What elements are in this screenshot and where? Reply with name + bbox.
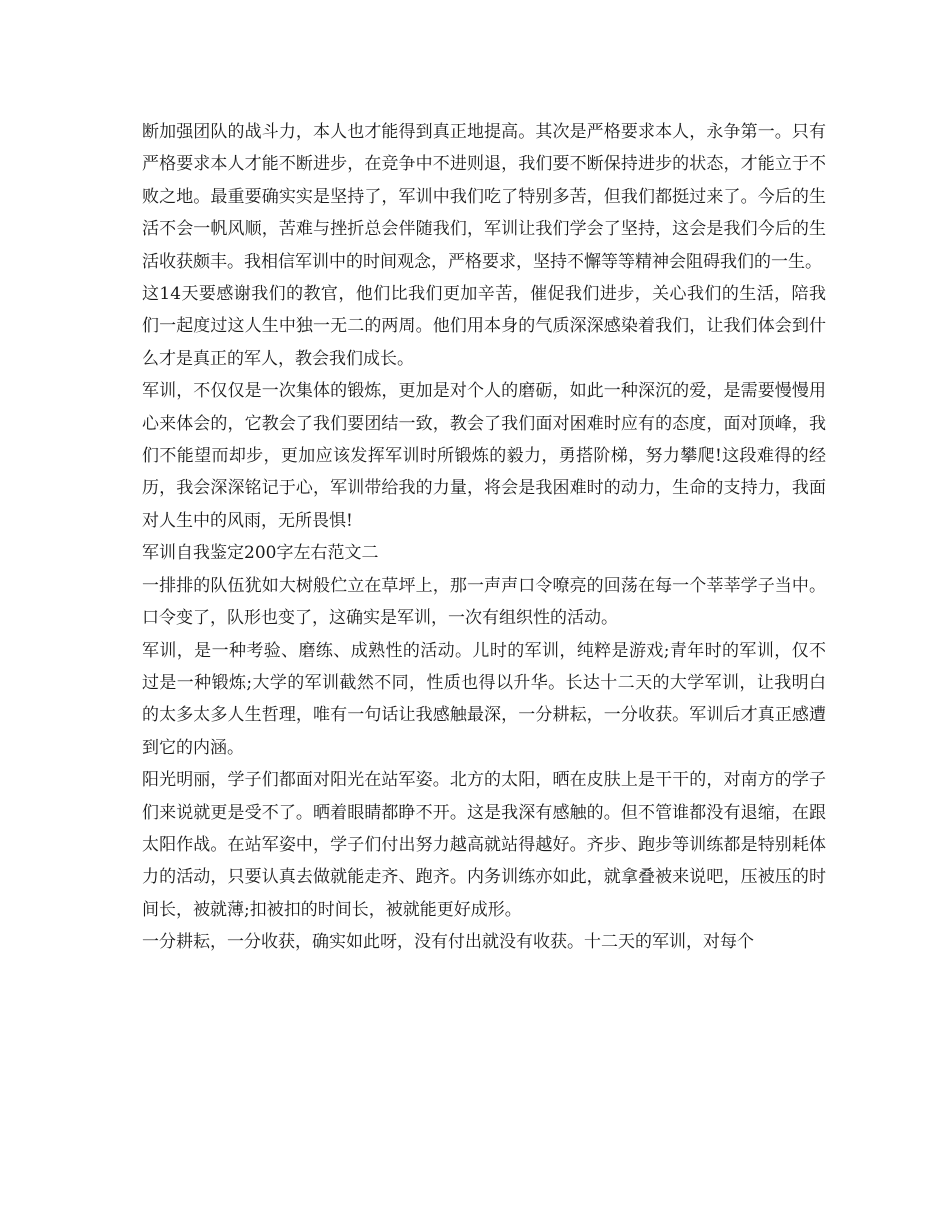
paragraph-6: 阳光明丽，学子们都面对阳光在站军姿。北方的太阳，晒在皮肤上是干干的，对南方的学子们来说就更是受不了。晒着眼睛都睁不开。这是我深有感触的。但不管谁都没有退缩，在跟太阳作战。在站军姿中，学子们付出努力越高就站得越好。齐步、跑步等训练都是特别耗体力的活动，只要认真去做就能走齐、跑齐。内务训练亦如此，就拿叠被来说吧，压被压的时间长，被就薄;扣被扣的时间长，被就能更好成形。 xyxy=(142,770,826,920)
paragraph-2: 这14天要感谢我们的教官，他们比我们更加辛苦，催促我们进步，关心我们的生活，陪我们一起度过这人生中独一无二的两周。他们用本身的气质深深感染着我们，让我们体会到什么才是真正的军人，教会我们成长。 xyxy=(142,284,826,369)
document-body xyxy=(142,116,826,959)
paragraph-1: 断加强团队的战斗力，本人也才能得到真正地提高。其次是严格要求本人，永争第一。只有严格要求本人才能不断进步，在竞争中不进则退，我们要不断保持进步的状态，才能立于不败之地。最重要确实实是坚持了，军训中我们吃了特别多苦，但我们都挺过来了。今后的生活不会一帆风顺，苦难与挫折总会伴随我们，军训让我们学会了坚持，这会是我们今后的生活收获颇丰。我相信军训中的时间观念，严格要求，坚持不懈等等精神会阻碍我们的一生。 xyxy=(142,122,826,272)
paragraph-4: 一排排的队伍犹如大树般伫立在草坪上，那一声声口令嘹亮的回荡在每一个莘莘学子当中。口令变了，队形也变了，这确实是军训，一次有组织性的活动。 xyxy=(142,575,826,629)
paragraph-3: 军训，不仅仅是一次集体的锻炼，更加是对个人的磨砺，如此一种深沉的爱，是需要慢慢用心来体会的，它教会了我们要团结一致，教会了我们面对困难时应有的态度，面对顶峰，我们不能望而却步，更加应该发挥军训时所锻炼的毅力，勇搭阶梯，努力攀爬!这段难得的经历，我会深深铭记于心，军训带给我的力量，将会是我困难时的动力，生命的支持力，我面对人生中的风雨，无所畏惧! xyxy=(142,381,826,531)
paragraph-7: 一分耕耘，一分收获，确实如此呀，没有付出就没有收获。十二天的军训，对每个 xyxy=(142,932,754,953)
paragraph-5: 军训，是一种考验、磨练、成熟性的活动。儿时的军训，纯粹是游戏;青年时的军训，仅不过是一种锻炼;大学的军训截然不同，性质也得以升华。长达十二天的大学军训，让我明白的太多太多人生哲理，唯有一句话让我感触最深，一分耕耘，一分收获。军训后才真正感遭到它的内涵。 xyxy=(142,640,826,758)
section-heading: 军训自我鉴定200字左右范文二 xyxy=(142,543,379,564)
